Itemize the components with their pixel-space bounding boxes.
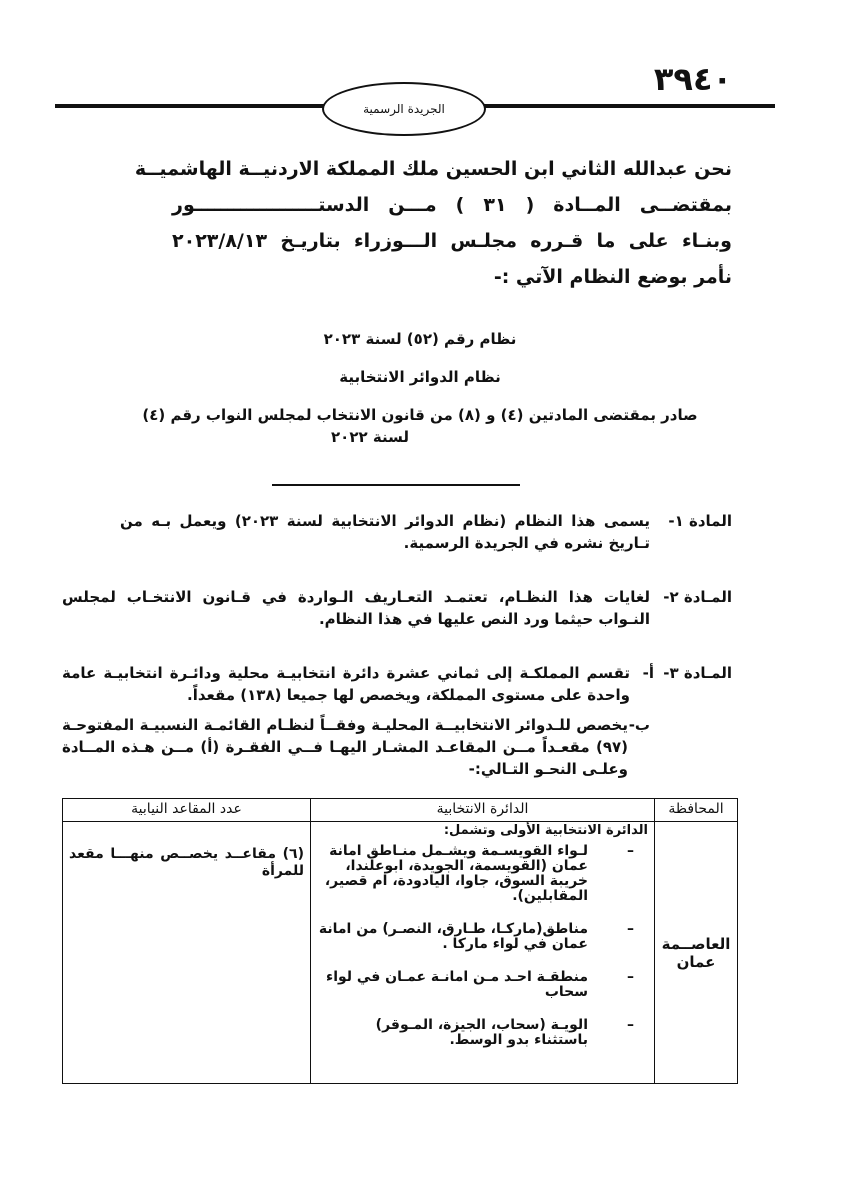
district-item-text: مناطق(ماركـا، طـارق، النصـر) من امانة عمان في لواء ماركا . <box>318 921 588 952</box>
article-2-label: المـادة ٢- <box>663 588 732 606</box>
district-item-text: لـواء القويسـمة ويشـمل منـاطق امانة عمان (القويسمة، الجويدة، ابوعلندا، خريبة السوق، جاوا، اليادودة، ام قصير، المقابلين). <box>324 843 588 904</box>
district-cell <box>311 822 655 1084</box>
page-number: ٣٩٤٠ <box>653 60 732 98</box>
dash-bullet: – <box>627 843 634 859</box>
seats-cell <box>63 822 311 1084</box>
seats-text: (٦) مقاعــد يخصــص منهـــا مقعد للمرأة <box>69 846 304 879</box>
districts-table <box>62 798 738 1084</box>
article-1-label: المادة ١- <box>668 512 732 530</box>
decree-line-4: نأمر بوضع النظام الآتي :- <box>493 266 732 288</box>
list-item <box>317 970 648 1000</box>
decree-line-3: وبنـاء على ما قـرره مجلـس الـــوزراء بتاريـخ ٢٠٢٣/٨/١٣ <box>172 230 732 252</box>
decree-line-1: نحن عبدالله الثاني ابن الحسين ملك المملكة الاردنيــة الهاشميــة <box>134 158 732 180</box>
dash-bullet: – <box>627 969 634 985</box>
article-2-text: لغايات هذا النظـام، تعتمـد التعـاريف الـواردة في قـانون الانتخـاب لمجلس النـواب حيثما ورد النص عليها في هذا النظام. <box>62 588 650 628</box>
article-3-label: المـادة ٣- <box>663 664 732 682</box>
gazette-oval-label: الجريدة الرسمية <box>322 82 486 136</box>
article-3-b-text: يخصص للـدوائر الانتخابيــة المحليـة وفقــاً لنظـام القائمـة النسبيـة المفتوحـة (٩٧) مقعـداً مــن المقاعـد المشـار اليهـا فــي الفقـرة (أ) مــن هـذه المــادة وعلـى النحـو التـالي:- <box>62 716 628 778</box>
district-item-text: الويـة (سحاب، الجيزة، المـوقر) باستثناء بدو الوسط. <box>375 1017 588 1048</box>
regulation-issued-line-2: لسنة ٢٠٢٢ <box>331 428 409 446</box>
regulation-issued-line-1: صادر بمقتضى المادتين (٤) و (٨) من قانون الانتخاب لمجلس النواب رقم (٤) <box>142 406 698 424</box>
governorate-cell: العاصــمة عمان <box>655 822 738 1084</box>
header-seats: عدد المقاعد النيابية <box>63 799 311 822</box>
dash-bullet: – <box>627 921 634 937</box>
dash-bullet: – <box>627 1017 634 1033</box>
section-divider <box>272 484 520 486</box>
list-item <box>317 844 648 904</box>
header-governorate: المحافظة <box>655 799 738 822</box>
regulation-number: نظام رقم (٥٢) لسنة ٢٠٢٣ <box>323 330 517 348</box>
header-district: الدائرة الانتخابية <box>311 799 655 822</box>
decree-line-2: بمقتضــى المــادة ( ٣١ ) مـــن الدستـــــــــــــــــــور <box>172 194 732 216</box>
article-3-b-label: ب- <box>628 716 650 734</box>
regulation-title: نظام الدوائر الانتخابية <box>339 368 501 386</box>
list-item <box>317 922 648 952</box>
district-heading: الدائرة الانتخابية الأولى وتشمل: <box>443 823 648 838</box>
article-3-a-text: تقسم المملكـة إلى ثماني عشرة دائرة انتخابيـة محلية ودائـرة انتخابيـة عامة واحدة على مستوى المملكة، ويخصص لها جميعا (١٣٨) مقعداً. <box>62 664 630 704</box>
district-list <box>317 844 648 1048</box>
article-3-a-label: أ- <box>642 664 654 682</box>
article-1-text: يسمى هذا النظام (نظام الدوائر الانتخابية لسنة ٢٠٢٣) ويعمل بـه من تـاريخ نشره في الجريدة الرسمية. <box>120 512 650 552</box>
district-item-text: منطقـة احـد مـن امانـة عمـان في لواء سحاب <box>326 969 588 1000</box>
table-row <box>63 822 738 1084</box>
table-header-row <box>63 799 738 822</box>
list-item <box>317 1018 648 1048</box>
